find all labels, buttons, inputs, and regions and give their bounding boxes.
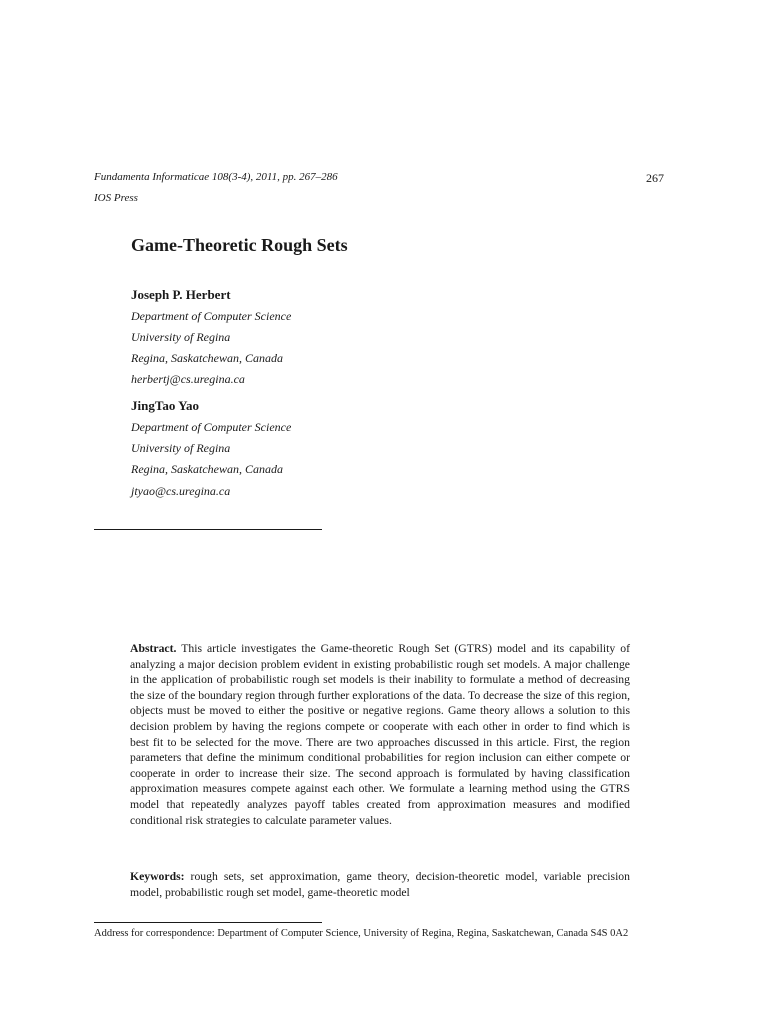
- journal-citation: Fundamenta Informaticae 108(3-4), 2011, pp. 267–286: [94, 171, 338, 183]
- paper-title: Game-Theoretic Rough Sets: [131, 235, 348, 255]
- keywords: [130, 869, 630, 901]
- author-name-yao: JingTao Yao: [131, 398, 200, 413]
- correspondence-footnote: Address for correspondence: Department of Computer Science, University of Regina, Regina, Saskatchewan, Canada S4S 0A2: [94, 928, 629, 939]
- publisher: IOS Press: [94, 192, 138, 204]
- author-department-yao: Department of Computer Science: [131, 420, 292, 434]
- author-email-yao: jtyao@cs.uregina.ca: [131, 484, 231, 498]
- author-location-yao: Regina, Saskatchewan, Canada: [131, 462, 283, 476]
- author-university-herbert: University of Regina: [131, 330, 231, 344]
- author-name-herbert: Joseph P. Herbert: [131, 287, 231, 302]
- page-number: 267: [646, 171, 664, 185]
- footnote-rule: [94, 922, 322, 923]
- abstract-text: This article investigates the Game-theoretic Rough Set (GTRS) model and its capability of analyzing a major decision problem evident in existing probabilistic rough set models. A major challenge in the application of probabilistic rough set models is their inability to formulate a method of decreasing the size of the boundary region through further explorations of the data. To decrease the size of this region, objects must be moved to either the positive or negative regions. Game theory allows a solution to this decision problem by having the regions compete or cooperate with each other in order to find which is best fit to be selected for the move. There are two approaches discussed in this article. First, the region parameters that define the minimum conditional probabilities for region inclusion can either compete or cooperate in order to increase their size. The second approach is formulated by having classification approximation measures compete against each other. We formulate a learning method using the GTRS model that repeatedly analyzes payoff tables created from approximation measures and modified conditional risk strategies to calculate parameter values.: [130, 642, 631, 827]
- author-department-herbert: Department of Computer Science: [131, 309, 292, 323]
- abstract: [130, 641, 630, 828]
- keywords-label: Keywords:: [130, 870, 185, 883]
- abstract-label: Abstract.: [130, 642, 177, 655]
- author-location-herbert: Regina, Saskatchewan, Canada: [131, 351, 283, 365]
- author-university-yao: University of Regina: [131, 441, 231, 455]
- author-email-herbert: herbertj@cs.uregina.ca: [131, 372, 245, 386]
- keywords-text: rough sets, set approximation, game theory, decision-theoretic model, variable precision model, probabilistic rough set model, game-theoretic model: [130, 870, 630, 899]
- separator-rule: [94, 529, 322, 530]
